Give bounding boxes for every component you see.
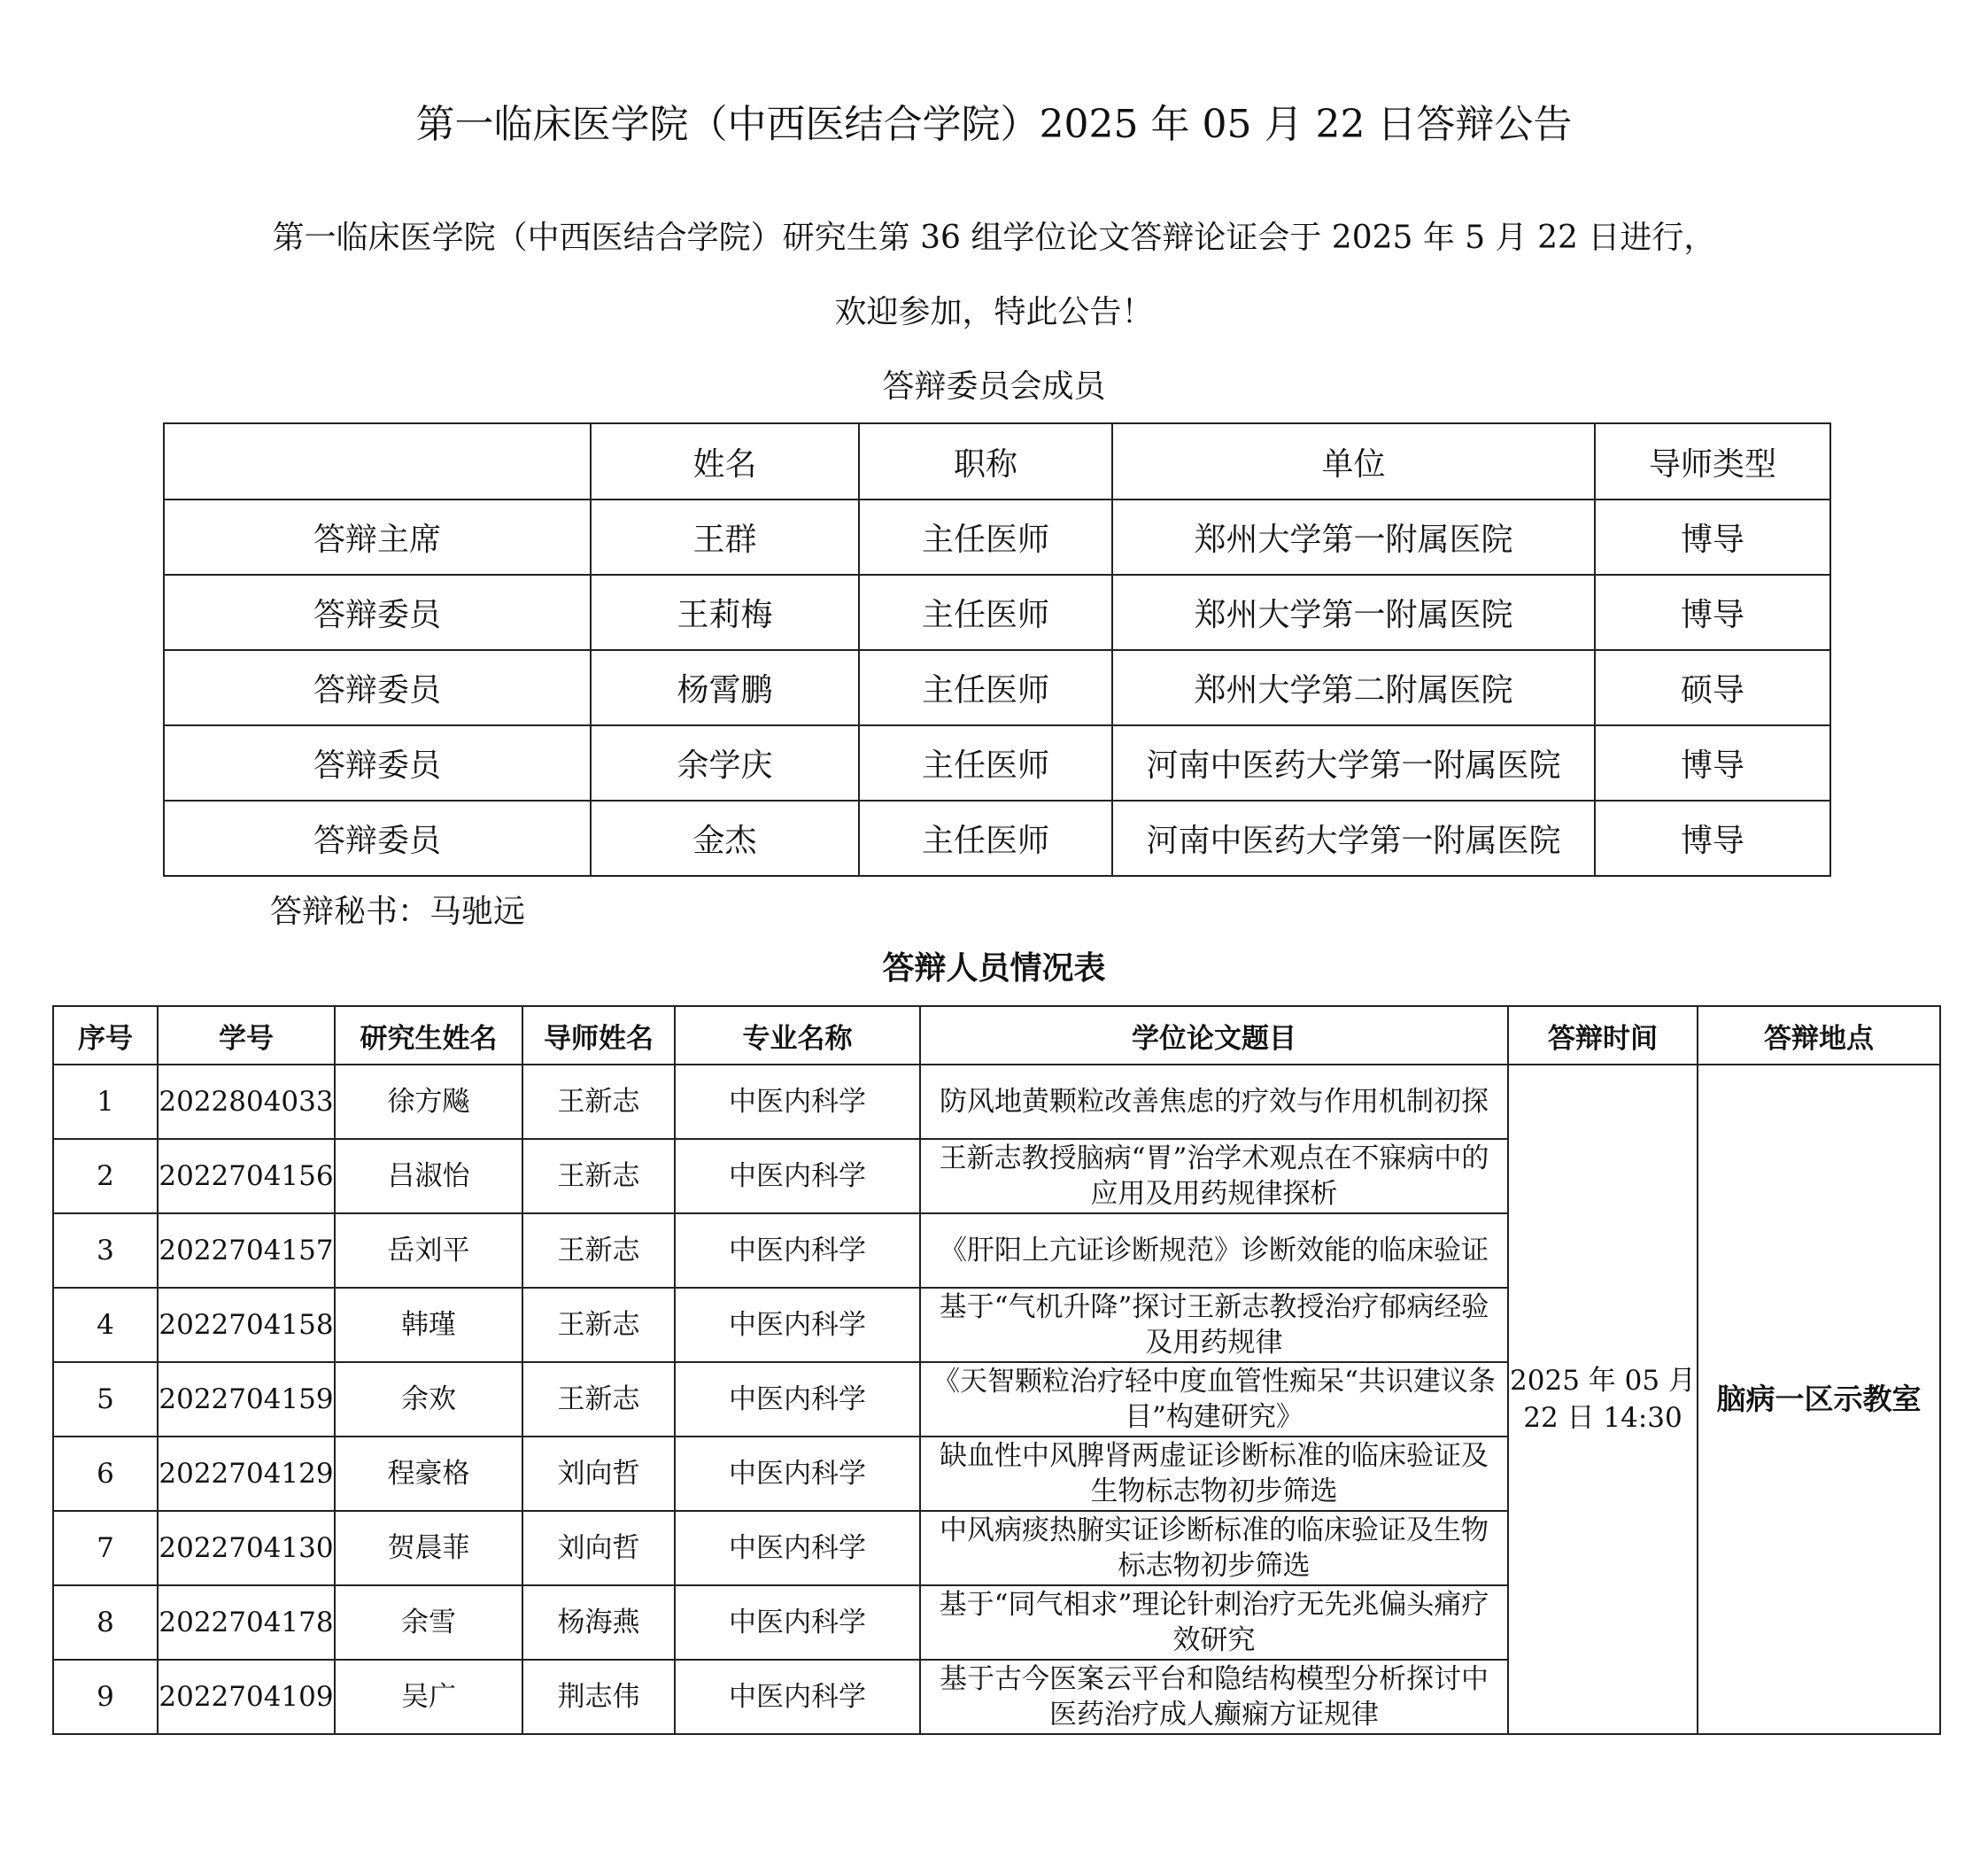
committee-header-title: 职称	[859, 423, 1112, 500]
committee-title: 主任医师	[859, 500, 1112, 575]
committee-name: 金杰	[591, 801, 859, 876]
committee-role: 答辩委员	[164, 575, 591, 650]
student-advisor: 刘向哲	[522, 1511, 675, 1585]
committee-row	[164, 500, 1830, 575]
student-id: 2022704178	[158, 1585, 335, 1660]
student-index: 9	[53, 1660, 158, 1734]
committee-header-role	[164, 423, 591, 500]
student-major: 中医内科学	[675, 1660, 920, 1734]
student-id: 2022704156	[158, 1139, 335, 1213]
student-index: 6	[53, 1437, 158, 1511]
committee-role: 答辩委员	[164, 725, 591, 801]
committee-role: 答辩委员	[164, 801, 591, 876]
committee-name: 王莉梅	[591, 575, 859, 650]
student-id: 2022704130	[158, 1511, 335, 1585]
student-id: 2022704158	[158, 1288, 335, 1362]
students-header-id: 学号	[158, 1006, 335, 1065]
table-row	[53, 1065, 1940, 1139]
student-major: 中医内科学	[675, 1213, 920, 1288]
students-header-major: 专业名称	[675, 1006, 920, 1065]
committee-row	[164, 650, 1830, 725]
student-id: 2022704109	[158, 1660, 335, 1734]
students-header-name: 研究生姓名	[335, 1006, 522, 1065]
committee-header-unit: 单位	[1112, 423, 1595, 500]
committee-row	[164, 801, 1830, 876]
committee-unit: 河南中医药大学第一附属医院	[1112, 801, 1595, 876]
committee-unit: 河南中医药大学第一附属医院	[1112, 725, 1595, 801]
committee-header-row	[164, 423, 1830, 500]
student-major: 中医内科学	[675, 1065, 920, 1139]
committee-type: 博导	[1595, 725, 1830, 801]
intro-closing: 欢迎参加，特此公告！	[834, 294, 1154, 330]
student-advisor: 王新志	[522, 1139, 675, 1213]
student-index: 8	[53, 1585, 158, 1660]
committee-row	[164, 725, 1830, 801]
student-index: 7	[53, 1511, 158, 1585]
defense-time: 2025 年 05 月 22 日 14:30	[1508, 1065, 1698, 1734]
students-header-thesis: 学位论文题目	[920, 1006, 1508, 1065]
student-id: 2022704157	[158, 1213, 335, 1288]
intro-text: 第一临床医学院（中西医结合学院）研究生第 36 组学位论文答辩论证会于 2025 年 5 月 22 日进行，	[272, 220, 1716, 256]
committee-name: 杨霄鹏	[591, 650, 859, 725]
committee-unit: 郑州大学第一附属医院	[1112, 575, 1595, 650]
committee-title: 主任医师	[859, 650, 1112, 725]
student-thesis: 《肝阳上亢证诊断规范》诊断效能的临床验证	[920, 1213, 1508, 1288]
student-name: 徐方飚	[335, 1065, 522, 1139]
student-advisor: 王新志	[522, 1065, 675, 1139]
student-name: 余欢	[335, 1362, 522, 1437]
student-thesis: 基于“同气相求”理论针刺治疗无先兆偏头痛疗效研究	[920, 1585, 1508, 1660]
student-name: 吕淑怡	[335, 1139, 522, 1213]
student-advisor: 王新志	[522, 1288, 675, 1362]
student-index: 2	[53, 1139, 158, 1213]
student-id: 2022704159	[158, 1362, 335, 1437]
committee-type: 博导	[1595, 500, 1830, 575]
student-thesis: 基于“气机升降”探讨王新志教授治疗郁病经验及用药规律	[920, 1288, 1508, 1362]
student-name: 余雪	[335, 1585, 522, 1660]
committee-header-type: 导师类型	[1595, 423, 1830, 500]
students-header-index: 序号	[53, 1006, 158, 1065]
student-name: 韩瑾	[335, 1288, 522, 1362]
committee-title: 主任医师	[859, 575, 1112, 650]
committee-name: 王群	[591, 500, 859, 575]
student-major: 中医内科学	[675, 1362, 920, 1437]
student-thesis: 王新志教授脑病“胃”治学术观点在不寐病中的应用及用药规律探析	[920, 1139, 1508, 1213]
committee-header-name: 姓名	[591, 423, 859, 500]
committee-title: 主任医师	[859, 725, 1112, 801]
student-id: 2022704129	[158, 1437, 335, 1511]
students-header-time: 答辩时间	[1508, 1006, 1698, 1065]
student-thesis: 中风病痰热腑实证诊断标准的临床验证及生物标志物初步筛选	[920, 1511, 1508, 1585]
student-thesis: 缺血性中风脾肾两虚证诊断标准的临床验证及生物标志物初步筛选	[920, 1437, 1508, 1511]
students-table	[52, 1005, 1941, 1735]
student-advisor: 王新志	[522, 1362, 675, 1437]
students-header-advisor: 导师姓名	[522, 1006, 675, 1065]
student-major: 中医内科学	[675, 1511, 920, 1585]
student-name: 岳刘平	[335, 1213, 522, 1288]
student-thesis: 《天智颗粒治疗轻中度血管性痴呆“共识建议条目”构建研究》	[920, 1362, 1508, 1437]
student-advisor: 荆志伟	[522, 1660, 675, 1734]
student-thesis: 防风地黄颗粒改善焦虑的疗效与作用机制初探	[920, 1065, 1508, 1139]
committee-title: 主任医师	[859, 801, 1112, 876]
student-advisor: 刘向哲	[522, 1437, 675, 1511]
student-index: 1	[53, 1065, 158, 1139]
page-title: 第一临床医学院（中西医结合学院）2025 年 05 月 22 日答辩公告	[415, 102, 1573, 147]
committee-role: 答辩委员	[164, 650, 591, 725]
committee-type: 博导	[1595, 575, 1830, 650]
student-major: 中医内科学	[675, 1288, 920, 1362]
committee-row	[164, 575, 1830, 650]
student-major: 中医内科学	[675, 1585, 920, 1660]
student-index: 3	[53, 1213, 158, 1288]
students-caption: 答辩人员情况表	[882, 949, 1106, 987]
defense-place: 脑病一区示教室	[1698, 1065, 1940, 1734]
committee-caption: 答辩委员会成员	[882, 368, 1106, 405]
committee-unit: 郑州大学第一附属医院	[1112, 500, 1595, 575]
students-header-row	[53, 1006, 1940, 1065]
student-advisor: 王新志	[522, 1213, 675, 1288]
student-index: 4	[53, 1288, 158, 1362]
student-major: 中医内科学	[675, 1437, 920, 1511]
committee-type: 硕导	[1595, 650, 1830, 725]
committee-unit: 郑州大学第二附属医院	[1112, 650, 1595, 725]
committee-name: 余学庆	[591, 725, 859, 801]
committee-table	[163, 422, 1831, 877]
committee-type: 博导	[1595, 801, 1830, 876]
student-major: 中医内科学	[675, 1139, 920, 1213]
students-header-place: 答辩地点	[1698, 1006, 1940, 1065]
student-id: 2022804033	[158, 1065, 335, 1139]
student-name: 程豪格	[335, 1437, 522, 1511]
student-name: 吴广	[335, 1660, 522, 1734]
student-index: 5	[53, 1362, 158, 1437]
student-name: 贺晨菲	[335, 1511, 522, 1585]
student-advisor: 杨海燕	[522, 1585, 675, 1660]
student-thesis: 基于古今医案云平台和隐结构模型分析探讨中医药治疗成人癫痫方证规律	[920, 1660, 1508, 1734]
committee-role: 答辩主席	[164, 500, 591, 575]
secretary-line: 答辩秘书：马驰远	[270, 894, 526, 930]
